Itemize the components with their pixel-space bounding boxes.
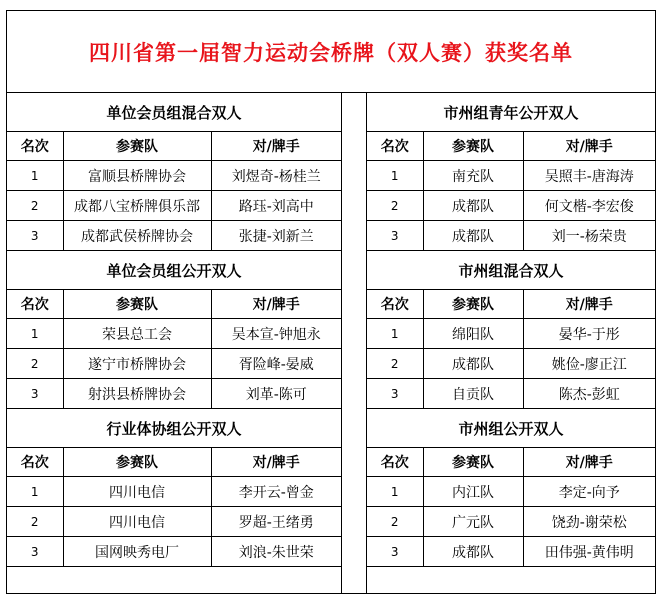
section-title-row bbox=[7, 93, 341, 132]
section-title-row bbox=[7, 409, 341, 448]
pair-cell: 陈杰-彭虹 bbox=[523, 379, 655, 409]
pair-cell: 胥险峰-晏威 bbox=[211, 349, 341, 379]
header-rank: 名次 bbox=[7, 290, 63, 319]
team-cell: 四川电信 bbox=[63, 507, 211, 537]
table-row bbox=[7, 537, 341, 567]
table-row bbox=[367, 161, 655, 191]
award-sheet bbox=[6, 10, 656, 594]
team-cell: 广元队 bbox=[423, 507, 523, 537]
rank-cell: 1 bbox=[7, 477, 63, 507]
pair-cell: 姚俭-廖正江 bbox=[523, 349, 655, 379]
section-title-row bbox=[367, 409, 655, 448]
awards-table-right bbox=[367, 93, 655, 567]
rank-cell: 3 bbox=[7, 221, 63, 251]
header-pair: 对/牌手 bbox=[523, 448, 655, 477]
rank-cell: 3 bbox=[367, 537, 423, 567]
header-row bbox=[367, 132, 655, 161]
table-row bbox=[7, 161, 341, 191]
table-row bbox=[367, 477, 655, 507]
rank-cell: 1 bbox=[7, 319, 63, 349]
team-cell: 成都队 bbox=[423, 221, 523, 251]
header-row bbox=[367, 290, 655, 319]
team-cell: 成都队 bbox=[423, 537, 523, 567]
right-column bbox=[367, 93, 655, 567]
team-cell: 富顺县桥牌协会 bbox=[63, 161, 211, 191]
header-pair: 对/牌手 bbox=[211, 290, 341, 319]
rank-cell: 2 bbox=[7, 191, 63, 221]
rank-cell: 2 bbox=[7, 349, 63, 379]
table-row bbox=[7, 379, 341, 409]
pair-cell: 刘浪-朱世荣 bbox=[211, 537, 341, 567]
table-row bbox=[7, 349, 341, 379]
team-cell: 绵阳队 bbox=[423, 319, 523, 349]
section-title: 市州组青年公开双人 bbox=[367, 93, 655, 132]
section-title-row bbox=[367, 251, 655, 290]
table-row bbox=[367, 379, 655, 409]
pair-cell: 路珏-刘高中 bbox=[211, 191, 341, 221]
rank-cell: 2 bbox=[7, 507, 63, 537]
table-row bbox=[7, 319, 341, 349]
pair-cell: 李开云-曾金 bbox=[211, 477, 341, 507]
rank-cell: 3 bbox=[7, 537, 63, 567]
rank-cell: 1 bbox=[7, 161, 63, 191]
pair-cell: 刘一-杨荣贵 bbox=[523, 221, 655, 251]
table-row bbox=[367, 191, 655, 221]
team-cell: 射洪县桥牌协会 bbox=[63, 379, 211, 409]
table-row bbox=[367, 319, 655, 349]
team-cell: 成都八宝桥牌俱乐部 bbox=[63, 191, 211, 221]
team-cell: 成都队 bbox=[423, 191, 523, 221]
section-title: 单位会员组公开双人 bbox=[7, 251, 341, 290]
table-row bbox=[367, 537, 655, 567]
rank-cell: 3 bbox=[367, 221, 423, 251]
header-team: 参赛队 bbox=[423, 132, 523, 161]
section-title-row bbox=[367, 93, 655, 132]
rank-cell: 2 bbox=[367, 507, 423, 537]
table-row bbox=[367, 349, 655, 379]
header-team: 参赛队 bbox=[423, 448, 523, 477]
header-pair: 对/牌手 bbox=[211, 448, 341, 477]
header-team: 参赛队 bbox=[63, 448, 211, 477]
header-pair: 对/牌手 bbox=[523, 290, 655, 319]
pair-cell: 刘革-陈可 bbox=[211, 379, 341, 409]
rank-cell: 3 bbox=[367, 379, 423, 409]
section-title-row bbox=[7, 251, 341, 290]
header-team: 参赛队 bbox=[63, 290, 211, 319]
pair-cell: 田伟强-黄伟明 bbox=[523, 537, 655, 567]
section-title: 市州组公开双人 bbox=[367, 409, 655, 448]
section-title: 市州组混合双人 bbox=[367, 251, 655, 290]
header-pair: 对/牌手 bbox=[211, 132, 341, 161]
section-title: 行业体协组公开双人 bbox=[7, 409, 341, 448]
column-divider bbox=[341, 93, 367, 593]
header-rank: 名次 bbox=[7, 448, 63, 477]
pair-cell: 吴照丰-唐海涛 bbox=[523, 161, 655, 191]
table-row bbox=[367, 507, 655, 537]
table-row bbox=[7, 221, 341, 251]
team-cell: 南充队 bbox=[423, 161, 523, 191]
pair-cell: 张捷-刘新兰 bbox=[211, 221, 341, 251]
rank-cell: 1 bbox=[367, 477, 423, 507]
team-cell: 四川电信 bbox=[63, 477, 211, 507]
rank-cell: 1 bbox=[367, 161, 423, 191]
rank-cell: 1 bbox=[367, 319, 423, 349]
table-row bbox=[7, 507, 341, 537]
table-row bbox=[367, 221, 655, 251]
left-column bbox=[7, 93, 341, 567]
team-cell: 国网映秀电厂 bbox=[63, 537, 211, 567]
header-row bbox=[367, 448, 655, 477]
pair-cell: 晏华-于彤 bbox=[523, 319, 655, 349]
team-cell: 成都队 bbox=[423, 349, 523, 379]
table-row bbox=[7, 191, 341, 221]
table-row bbox=[7, 477, 341, 507]
team-cell: 遂宁市桥牌协会 bbox=[63, 349, 211, 379]
team-cell: 自贡队 bbox=[423, 379, 523, 409]
header-row bbox=[7, 448, 341, 477]
header-rank: 名次 bbox=[367, 448, 423, 477]
header-rank: 名次 bbox=[367, 132, 423, 161]
team-cell: 荣县总工会 bbox=[63, 319, 211, 349]
pair-cell: 罗超-王绪勇 bbox=[211, 507, 341, 537]
pair-cell: 何文楷-李宏俊 bbox=[523, 191, 655, 221]
header-team: 参赛队 bbox=[423, 290, 523, 319]
document-title: 四川省第一届智力运动会桥牌（双人赛）获奖名单 bbox=[7, 11, 655, 93]
rank-cell: 2 bbox=[367, 191, 423, 221]
pair-cell: 李定-向予 bbox=[523, 477, 655, 507]
pair-cell: 刘煜奇-杨桂兰 bbox=[211, 161, 341, 191]
pair-cell: 吴本宣-钟旭永 bbox=[211, 319, 341, 349]
awards-table-left bbox=[7, 93, 341, 567]
header-rank: 名次 bbox=[7, 132, 63, 161]
rank-cell: 3 bbox=[7, 379, 63, 409]
header-rank: 名次 bbox=[367, 290, 423, 319]
rank-cell: 2 bbox=[367, 349, 423, 379]
header-row bbox=[7, 132, 341, 161]
team-cell: 内江队 bbox=[423, 477, 523, 507]
team-cell: 成都武侯桥牌协会 bbox=[63, 221, 211, 251]
section-title: 单位会员组混合双人 bbox=[7, 93, 341, 132]
header-team: 参赛队 bbox=[63, 132, 211, 161]
header-pair: 对/牌手 bbox=[523, 132, 655, 161]
header-row bbox=[7, 290, 341, 319]
pair-cell: 饶劲-谢荣松 bbox=[523, 507, 655, 537]
